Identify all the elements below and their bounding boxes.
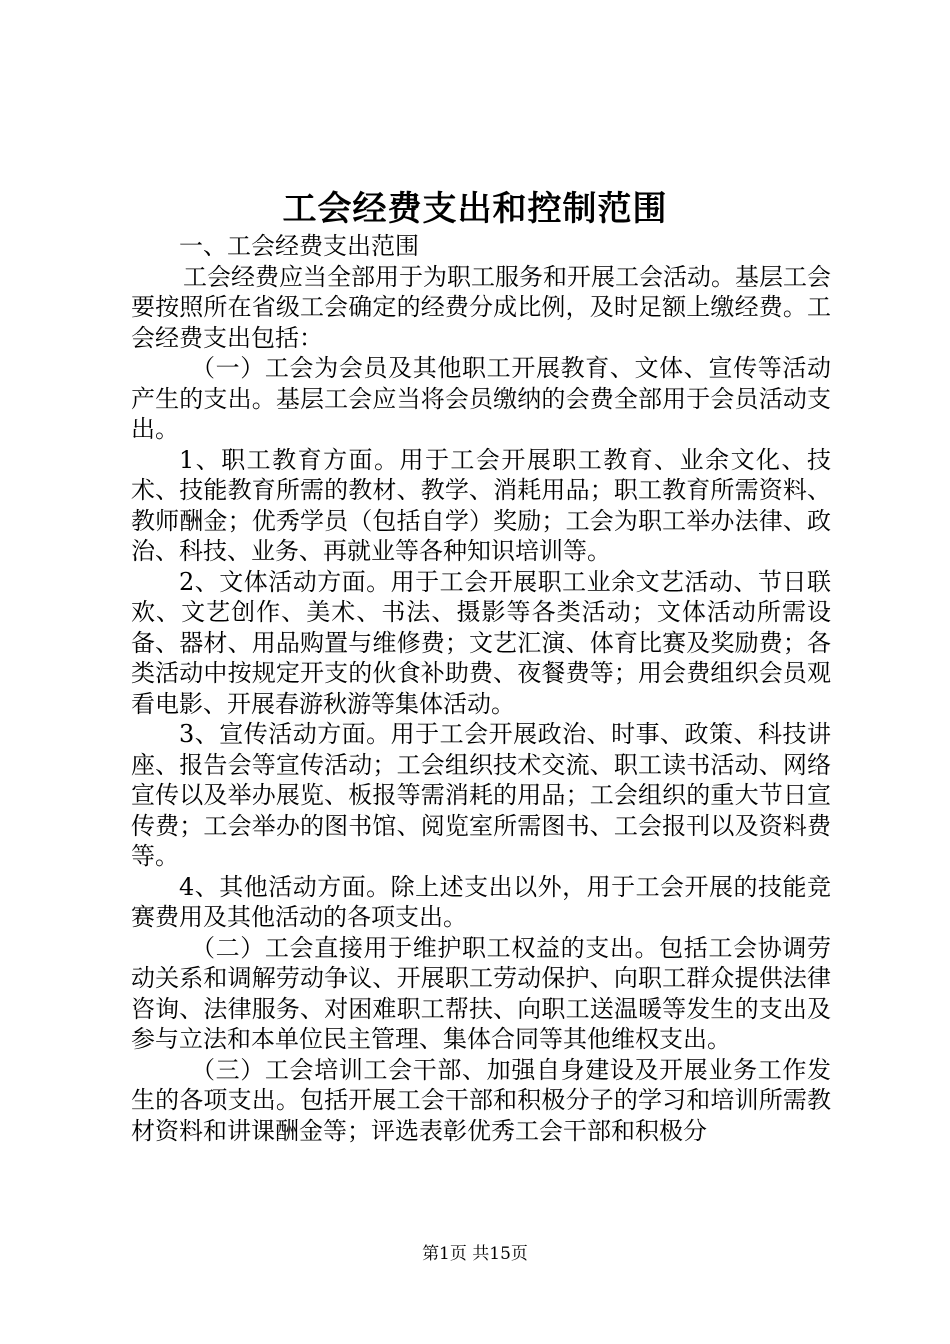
paragraph: （二）工会直接用于维护职工权益的支出。包括工会协调劳动关系和调解劳动争议、开展职工劳动保护、向职工群众提供法律咨询、法律服务、对困难职工帮扶、向职工送温暖等发生的支出及参与立法和本单位民主管理、集体合同等其他维权支出。 [131, 933, 831, 1053]
paragraph: 1、职工教育方面。用于工会开展职工教育、业余文化、技术、技能教育所需的教材、教学、消耗用品；职工教育所需资料、教师酬金；优秀学员（包括自学）奖励；工会为职工举办法律、政治、科技、业务、再就业等各种知识培训等。 [131, 445, 831, 565]
paragraph: （三）工会培训工会干部、加强自身建设及开展业务工作发生的各项支出。包括开展工会干部和积极分子的学习和培训所需教材资料和讲课酬金等；评选表彰优秀工会干部和积极分 [131, 1055, 831, 1145]
page-footer: 第1页 共15页 [422, 1244, 528, 1264]
document-title: 工会经费支出和控制范围 [282, 189, 668, 229]
paragraph: 2、文体活动方面。用于工会开展职工业余文艺活动、节日联欢、文艺创作、美术、书法、摄影等各类活动；文体活动所需设备、器材、用品购置与维修费；文艺汇演、体育比赛及奖励费；各类活动中按规定开支的伙食补助费、夜餐费等；用会费组织会员观看电影、开展春游秋游等集体活动。 [131, 567, 831, 718]
document-body [131, 231, 831, 1146]
paragraph: （一）工会为会员及其他职工开展教育、文体、宣传等活动产生的支出。基层工会应当将会员缴纳的会费全部用于会员活动支出。 [131, 354, 831, 443]
paragraph: 4、其他活动方面。除上述支出以外，用于工会开展的技能竞赛费用及其他活动的各项支出。 [131, 872, 831, 931]
paragraph: 3、宣传活动方面。用于工会开展政治、时事、政策、科技讲座、报告会等宣传活动；工会组织技术交流、职工读书活动、网络宣传以及举办展览、板报等需消耗的用品；工会组织的重大节日宣传费；工会举办的图书馆、阅览室所需图书、工会报刊以及资料费等。 [131, 720, 831, 870]
section-heading: 一、工会经费支出范围 [179, 232, 419, 260]
paragraph: 工会经费应当全部用于为职工服务和开展工会活动。基层工会要按照所在省级工会确定的经费分成比例，及时足额上缴经费。工会经费支出包括： [131, 262, 831, 352]
